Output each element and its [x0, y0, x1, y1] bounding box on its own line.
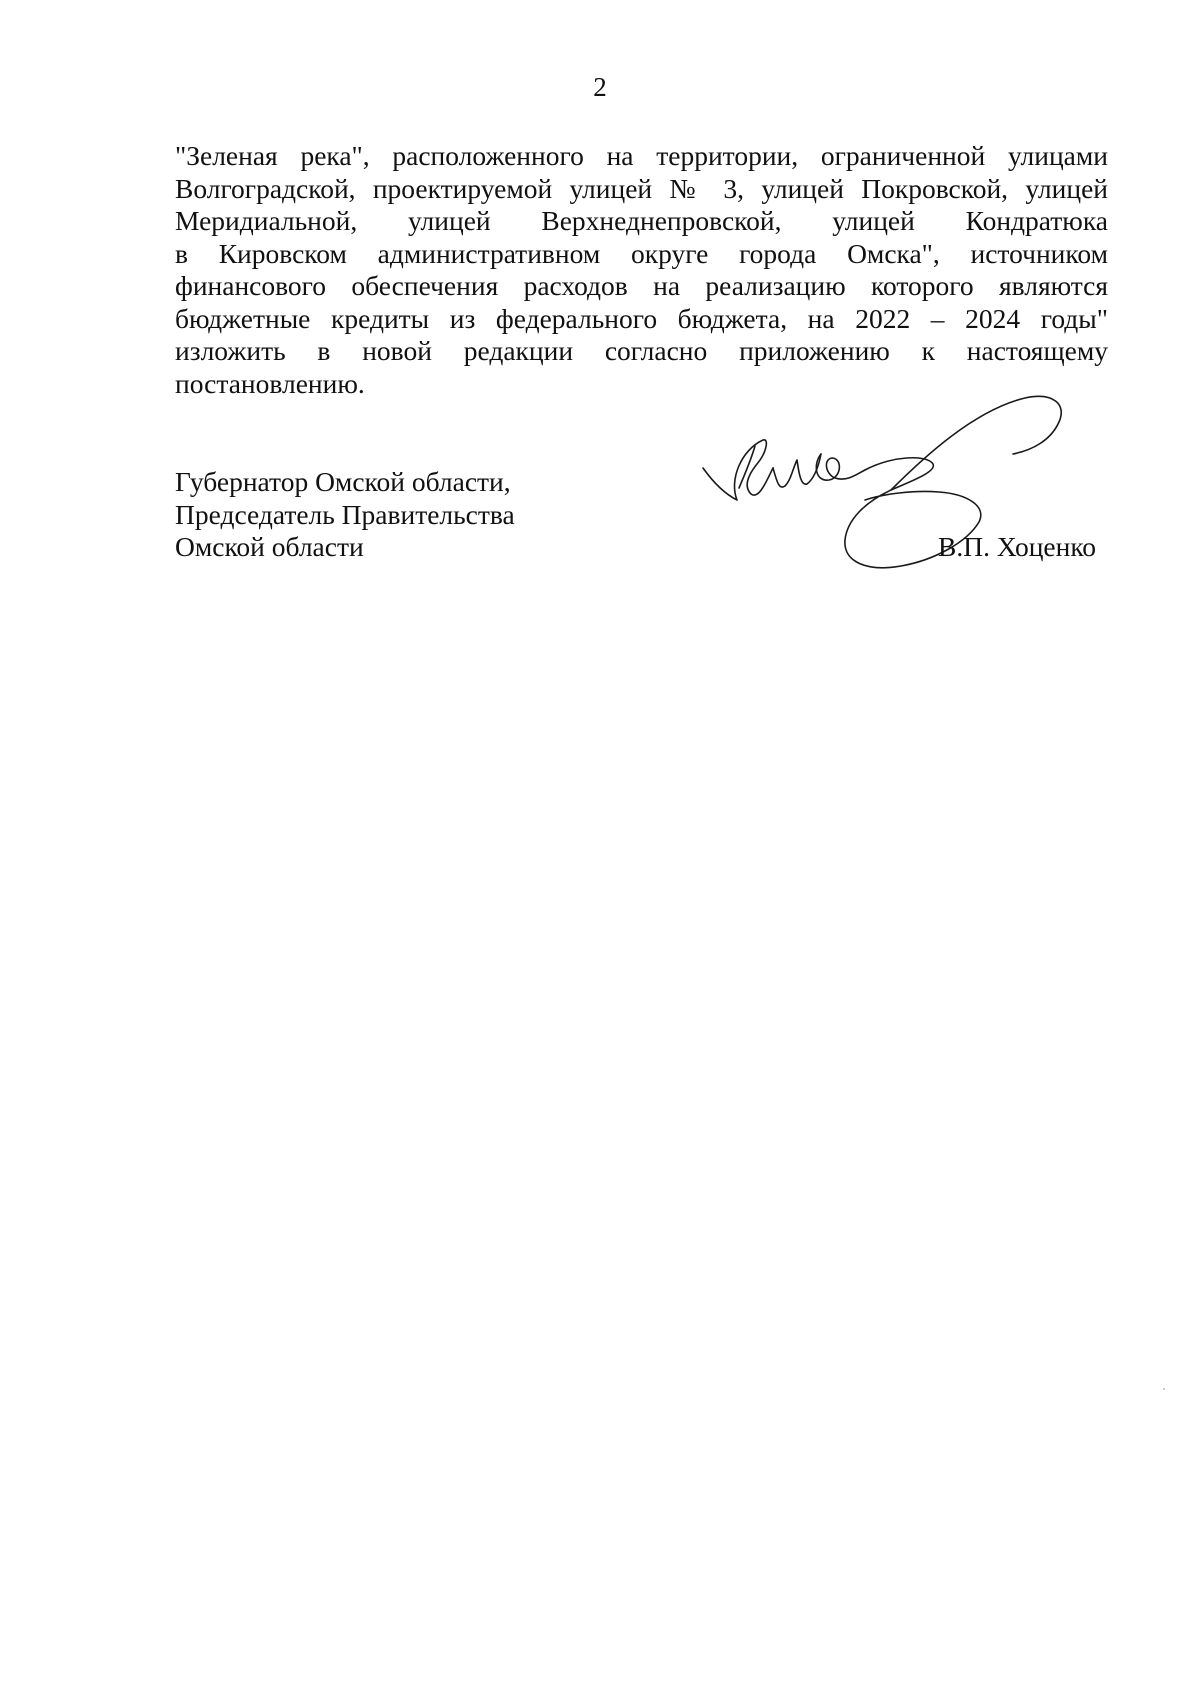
signatory-position-line: Губернатор Омской области,: [175, 466, 511, 497]
body-line: "Зеленая река", расположенного на территории, ограниченной улицами: [175, 140, 1108, 171]
body-line: в Кировском административном округе города Омска", источником: [175, 237, 1108, 269]
body-line: Меридиальной, улицей Верхнеднепровской, улицей Кондратюка: [175, 205, 1108, 236]
body-line: постановлению.: [175, 367, 365, 399]
signatory-position-line: Омской области: [175, 531, 364, 562]
body-line: Волгоградской, проектируемой улицей № 3, улицей Покровской, улицей: [175, 172, 1108, 204]
signatory-name: В.П. Хоценко: [938, 531, 1097, 562]
body-line: изложить в новой редакции согласно приложению к настоящему: [175, 335, 1108, 366]
body-text: [175, 140, 1108, 400]
page-number: 2: [593, 72, 607, 102]
signatory-position: [175, 466, 595, 564]
body-line: финансового обеспечения расходов на реализацию которого являются: [175, 270, 1108, 301]
signatory-position-line: Председатель Правительства: [175, 498, 515, 530]
scan-speck: [1163, 1388, 1165, 1390]
body-line: бюджетные кредиты из федерального бюджета, на 2022 – 2024 годы": [175, 302, 1108, 334]
